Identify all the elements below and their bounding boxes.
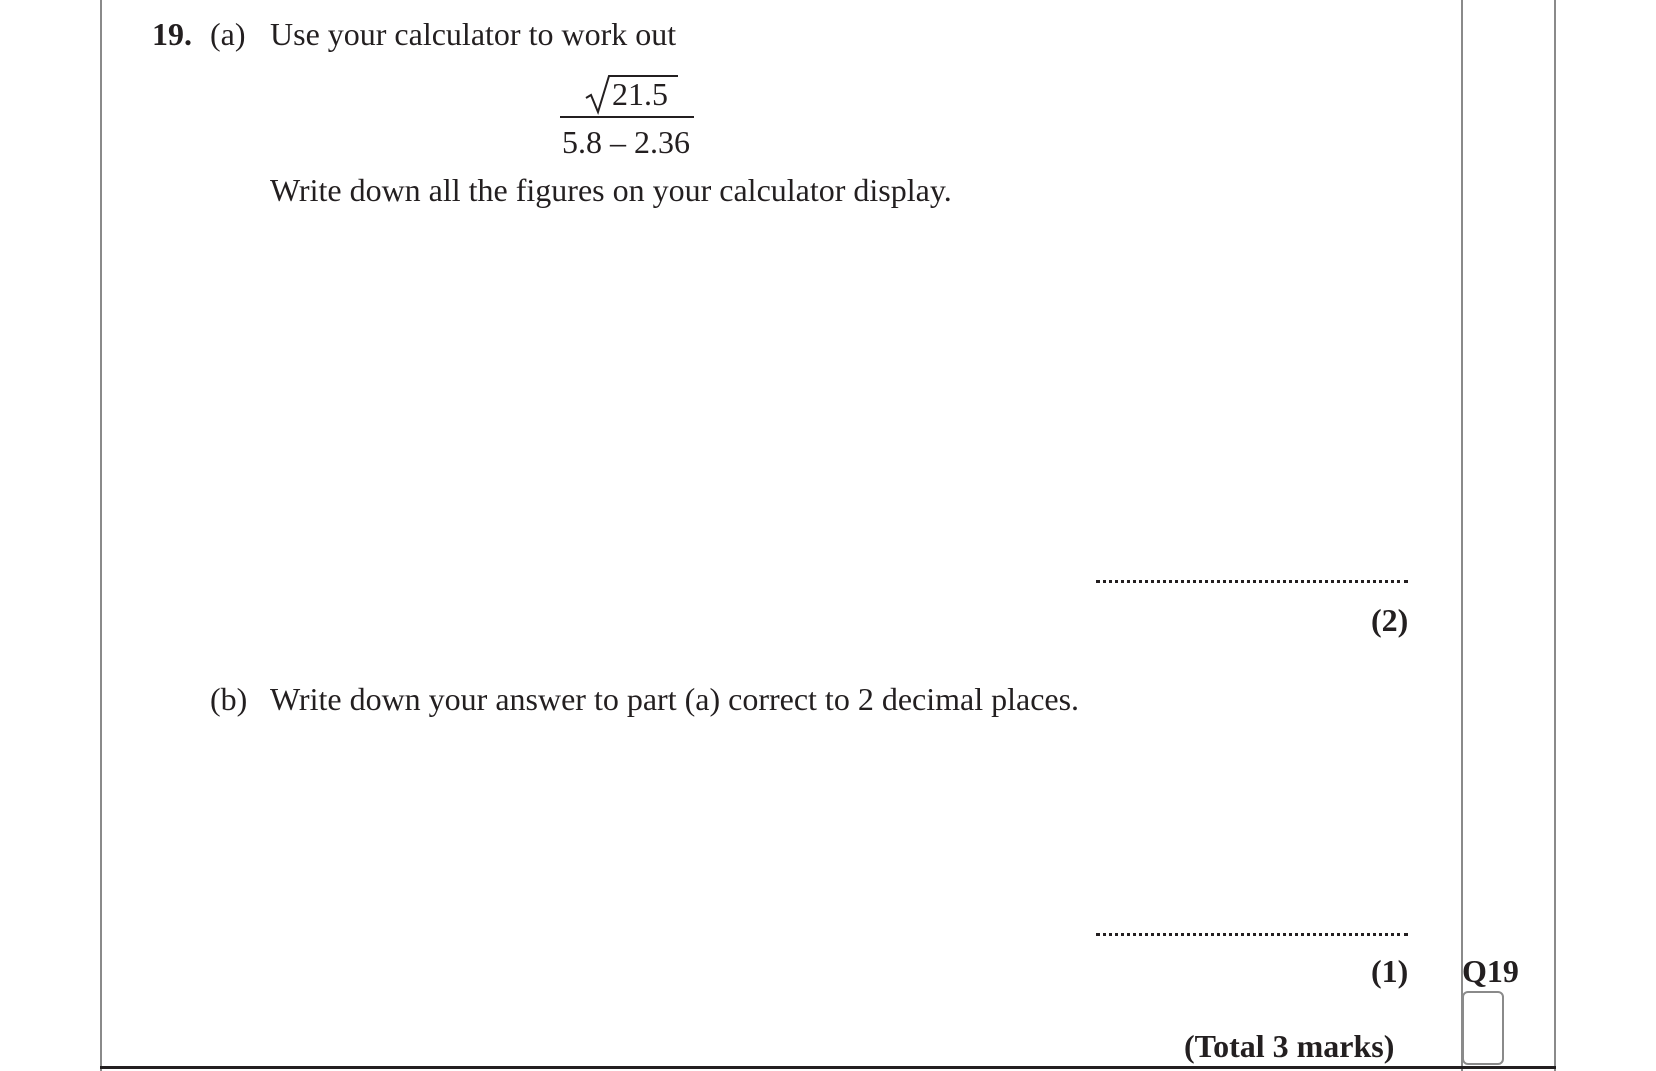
- calculation-fraction: [560, 70, 694, 160]
- part-b-answer-line[interactable]: [1096, 933, 1408, 936]
- fraction-bar: [560, 116, 694, 118]
- part-a-prompt: Use your calculator to work out: [270, 16, 677, 52]
- left-margin-line: [100, 0, 102, 1071]
- question-bottom-rule: [100, 1066, 1556, 1069]
- fraction-numerator: [584, 70, 674, 114]
- examiner-mark-box[interactable]: [1462, 991, 1504, 1065]
- question-number: 19.: [152, 16, 192, 52]
- radicand-value: 21.5: [612, 76, 668, 112]
- total-marks: (Total 3 marks): [1184, 1028, 1395, 1064]
- part-b-marks: (1): [1371, 953, 1409, 989]
- mark-column-divider: [1461, 0, 1463, 1071]
- part-a-instruction: Write down all the figures on your calculator display.: [270, 172, 952, 208]
- part-a-marks: (2): [1371, 602, 1409, 638]
- right-margin-line: [1554, 0, 1556, 1071]
- question-reference: Q19: [1462, 953, 1519, 989]
- part-a-label: (a): [210, 16, 246, 52]
- part-b-prompt: Write down your answer to part (a) correct to 2 decimal places.: [270, 681, 1080, 717]
- part-a-answer-line[interactable]: [1096, 580, 1408, 583]
- part-b-label: (b): [210, 681, 248, 717]
- fraction-denominator: 5.8 – 2.36: [562, 124, 690, 160]
